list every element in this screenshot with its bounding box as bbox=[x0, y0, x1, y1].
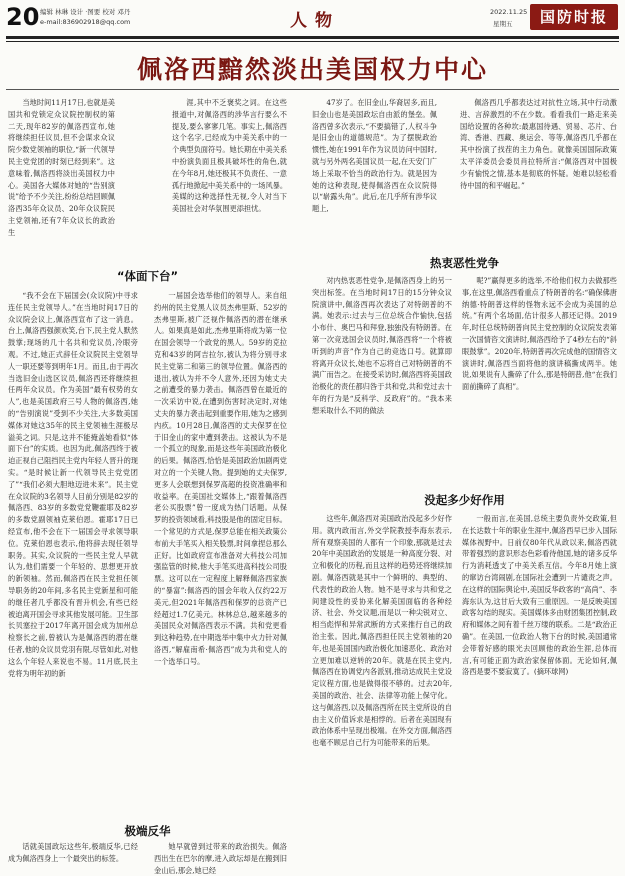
paragraph bbox=[462, 513, 617, 678]
paragraph: 话就美国政坛这些年,极端反华,已经成为佩洛西身上一个最突出的标签。 bbox=[8, 842, 138, 863]
header-rule-thick bbox=[6, 36, 619, 39]
issue-weekday: 星期五 bbox=[493, 20, 513, 28]
section-extreme-left bbox=[8, 841, 138, 863]
article-column-1 bbox=[8, 97, 115, 265]
headline-rule bbox=[6, 89, 619, 90]
section-hostile-left bbox=[312, 275, 452, 488]
section-extreme-right bbox=[154, 841, 287, 875]
paragraph: “我不会在下届国会(众议院)中寻求连任民主党领导人。”在当地时间17日的众议院会议上,佩洛西宣布了这一消息。台上,佩洛西强颜欢笑,台下,民主党人默然鼓掌;现场的几十名共和党议员,冷眼旁观。不过,她正式辞任众议院民主党领导人一职还要等到明年1月。而且,由于再次当选旧金山选区议员,佩洛西还将继续担任两年众议员。作为美国“最有权势的女人”,也是美国政府三号人物的佩洛西,她的“告别演说”受到不少关注,大多数美国媒体对她这35年的民主党领袖生涯极尽溢美之词。只是,这并不能掩盖她看似“体面下台”的实质。也因为此,佩洛西终于被迫正视自己阻挡民主党内年轻人晋升的现实。“是时候让新一代领导民主党党团了”“我们必须大胆地迈进未来”。民主党在众议院的3名领导人目前分别是82岁的佩洛西、83岁的多数党党鞭霍耶及82岁的多数党副领袖克莱伯恩。霍耶17日已经宣布,他不会在下一届国会寻求领导职位。克莱伯恩也表示,他将辞去现任领导职务。其实,众议院的一些民主党人早就认为,他们需要一个年轻的、思想更开放的新领袖。然而,佩洛西在民主党担任领导职务的20年间,多名民主党新星和可能的继任者几乎都没有晋升机会,有些已经被迫离开国会寻求其他发展可能。卫生部长贝塞拉于2017年离开国会成为加州总检察长之前,曾被认为是佩洛西的潜在继任者,他的众议员党羽有限,尽管如此,对他这么个年轻人来说也不易。11月底,民主党将为明年初的新 bbox=[8, 291, 138, 678]
paragraph: 这些年,佩洛西对美国政治没起多少好作用。就内政而言,外交学院教授李海东表示,所有观察美国的人都有一个印象,那就是过去20年中美国政治的发展是一种高度分裂、对立和极化的历程,而且这样的趋势还将继续加剧。佩洛西就是其中一个鲜明的、典型的、代表性的政治人物。她不是寻求与共和党之间建设性的妥协来化解美国面临的各种经济、社会、外交议题,而是以一种尖锐对立、相当彪悍和异常武断的方式来推行自己的政治主张。因此,佩洛西担任民主党领袖的20年,也是美国国内政治极化加速恶化、政治对立更加难以逆转的20年。就是在民主党内,佩洛西在协调党内各派别,推动达成民主党设定议程方面,也是做得很不够的。过去20年,美国的政治、社会、法律等功能上保守化。这与佩洛西,以及佩洛西所在民主党所设的自由主义价值诉求是相悖的。后者在美国现有政治体系中呈现出极端。在外交方面,佩洛西也毫不顾忌自己行为可能带来的后果。 bbox=[312, 514, 452, 748]
section-extreme bbox=[8, 841, 287, 875]
subheading-hostile: 热衷恶性党争 bbox=[430, 256, 499, 270]
editor-email: e-mail:836902918@qq.com bbox=[40, 18, 131, 26]
page-header bbox=[0, 0, 625, 44]
newspaper-logo: 国防时报 bbox=[530, 4, 618, 30]
subheading-tixia: “体面下台” bbox=[116, 269, 179, 283]
subheading-extreme: 极端反华 bbox=[124, 824, 171, 838]
article-headline: 佩洛西黯然淡出美国权力中心 bbox=[136, 55, 488, 84]
paragraph: 呢?”赢得更多的选举,不给他们权力去做那些事,在这里,佩洛西看重点了特朗普的名:“确保佛唐纳德·特朗普这样的怪物永远不会成为美国的总统。”有两个名场面,估计很多人都还记得。2019年,时任总统特朗普向民主党控制的众议院发表第一次国情咨文演讲时,佩洛西给予了4秒左右的“斜眼鼓掌”。2020年,特朗普再次完成他的国情咨文演讲时,佩洛西当面将他的演讲稿撕成两半。她说,如果说有人撕碎了什么,那是特朗普,他“在我们面前撕碎了真相”。 bbox=[462, 276, 617, 392]
page-number: 20 bbox=[6, 3, 40, 31]
section-hostile-right bbox=[462, 275, 617, 488]
article-column-4 bbox=[460, 97, 617, 247]
paragraph: 47岁了。在旧金山,华裔居多,而且,旧金山也是美国政坛自由派的堡垒。佩洛西曾多次表示,“不要搞错了,人权斗争是旧金山的道德规范”。为了摆脱政治惯性,她在1991年作为议员访问中国时,就与另外两名美国议员一起,在天安门广场上采取不恰当的政治行为。就是因为她的这种表现,使得佩洛西在众议院得以“崭露头角”。此后,在几乎所有涉华议题上, bbox=[312, 98, 437, 214]
section-fadeout-left bbox=[312, 513, 452, 858]
editor-line: 编辑 林琳 设计 ·图要 校对 邓丹 bbox=[40, 8, 131, 16]
section-tixia-right bbox=[154, 290, 287, 820]
section-tixia-left bbox=[8, 290, 138, 820]
section-fadeout bbox=[312, 513, 617, 858]
paragraph: 她早就曾到过带来的政治损失。佩洛西出生在巴尔的摩,进入政坛却是在搬到旧金山后,那会,她已经 bbox=[154, 842, 287, 875]
subheading-fadeout: 没起多少好作用 bbox=[424, 493, 505, 507]
section-hostile bbox=[312, 275, 617, 488]
paragraph-text: 一般而言,在美国,总统主要负责外交政策,但在长达数十年的职业生涯中,佩洛西早已步入国际媒体视野中。日前仅80年代从政以来,佩洛西就带着强烈的意识形态色彩看待他国,她的诸多反华行为消耗透支了中美关系互信。今年8月她上演的窜访台湾闹剧,在国际社会遭到一片谴责之声。在这样的国际舆论中,美国反华政客的“高尚”、李海东认为,这甘后大致有三重原因。一是反映美国政客勾结的现实。美国媒体多由财团集团控制,政府和媒体之间有着千丝万缕的联系。二是“政治正确”。在美国,一位政治人物下台的时候,美国通常会带着好感的眼光去回顾他的政治生涯,总体而言,有可能正面为政治家保留体面。无论如何,佩洛西是要不要寂寞了。 bbox=[462, 514, 617, 677]
paragraph: 对内热衷恶性党争,是佩洛西身上的另一突出标签。在当地时间17日的15分钟众议院演讲中,佩洛西再次表达了对特朗普的不满。她表示:过去与三位总统合作愉快,包括小布什、奥巴马和拜登,独独没有特朗普。在第一次竞选国会议员时,佩洛西将“一个将被听到的声音”作为自己的竞选口号。就算即将离开众议长,她也不忘将自己对特朗普的不满广而告之。在接受采访时,佩洛西将美国政治极化的责任都归咎于共和党,共和党过去十年的行为是“反科学、反政府”的。“我本来想采取什么不同的做法 bbox=[312, 276, 452, 415]
article-column-2 bbox=[172, 97, 287, 265]
header-rule-thin bbox=[6, 41, 619, 42]
section-name: 人物 bbox=[290, 11, 340, 31]
issue-date: 2022.11.25 bbox=[490, 8, 528, 16]
paragraph: 当地时间11月17日,也就是美国共和党锁定众议院控制权的第二天,现年82岁的佩洛西宣布,她将继续担任议员,但不会谋求众议院少数党领袖的职位,“新一代领导民主党党团的时刻已经到来”。这意味着,佩洛西将淡出美国权力中心。美国各大媒体对她的“告别演说”给予不少关注,纷纷总结回顾佩洛西35年众议员、20年众议院民主党领袖,还有7年众议长的政治生 bbox=[8, 98, 115, 237]
source-credit: (摘环球网) bbox=[533, 667, 569, 677]
paragraph: 涯,其中不乏褒奖之词。在这些报道中,对佩洛西的涉华言行要么不提及,要么寥寥几笔。事实上,佩洛西这个名字,已经成为中美关系中的一个典型负面符号。她长期在中美关系中扮演负面且极具破坏性的角色,就在今年8月,她还极其不负责任、一意孤行地掀起中美关系中的一场风暴。美媒的这种选择性无视,令人对当下美国社会对华氛围更添担忧。 bbox=[172, 98, 288, 214]
article-column-3 bbox=[312, 97, 437, 247]
section-fadeout-right bbox=[462, 513, 617, 858]
paragraph: 一届国会选举他们的领导人。来自纽约州的民主党黑人议员杰弗里斯、52岁的杰弗里斯,被广泛视作佩洛西的潜在继承人。如果真是如此,杰弗里斯将成为第一位在国会领导一个政党的黑人。59岁的克拉克和43岁的阿吉拉尔,被认为将分别寻求民主党第二和第三的领导位置。佩洛西的退出,被认为并不令人意外,还因为她丈夫之前遭受的暴力袭击。佩洛西曾在最近的一次采访中说,在遭到伤害时决定时,对她丈夫的暴力袭击起到重要作用,她为之感到内疚。10月28日,佩洛西的丈夫保罗在位于旧金山的家中遭到袭击。这被认为不是一个孤立的现象,而是这些年美国政治极化的后果。佩洛西,恰恰是美国政治加剧两党对立的一个关键人物。提到她的丈夫保罗,更多人会联想到保罗高超的投资准确率和收益率。在美国社交媒体上,“跟着佩洛西老公买股票”曾一度成为热门话题。从保罗的投资领域看,科技股是他的固定目标。一个常见的方式是,保罗总能在相关政策公布前大手笔买入相关股票,时间拿捏总那么正好。比如政府宣布准备对大科技公司加强监管的时候,他大手笔买进高科技公司股票。这可以在一定程度上解释佩洛西家族的“暴富”:佩洛西的国会年收入仅约22万美元,但2021年佩洛西和保罗的总资产已经超过1.7亿美元。林林总总,越来越多的美国民众对佩洛西表示不满。共和党更看到这种趋势,在中期选举中集中火力针对佩洛西,“解雇南希·佩洛西”成为共和党人的一个选举口号。 bbox=[154, 291, 287, 666]
paragraph: 佩洛西几乎都表达过对抗性立场,其中行动激进、言辞激烈的不在少数。看看我们一路走来美国给设置的各种坎:最惠国待遇、贸易、芯片、台湾、香港、西藏、奥运会、等等,佩洛西几乎都在其中扮演了找茬的主力角色。就像美国国际政策太平洋委员会委员肖拉特所言:“佩洛西对中国极少有愉悦之情,基本是彻底的怀疑。她难以轻松看待中国的和平崛起。” bbox=[460, 98, 617, 190]
section-tixia bbox=[8, 290, 287, 820]
